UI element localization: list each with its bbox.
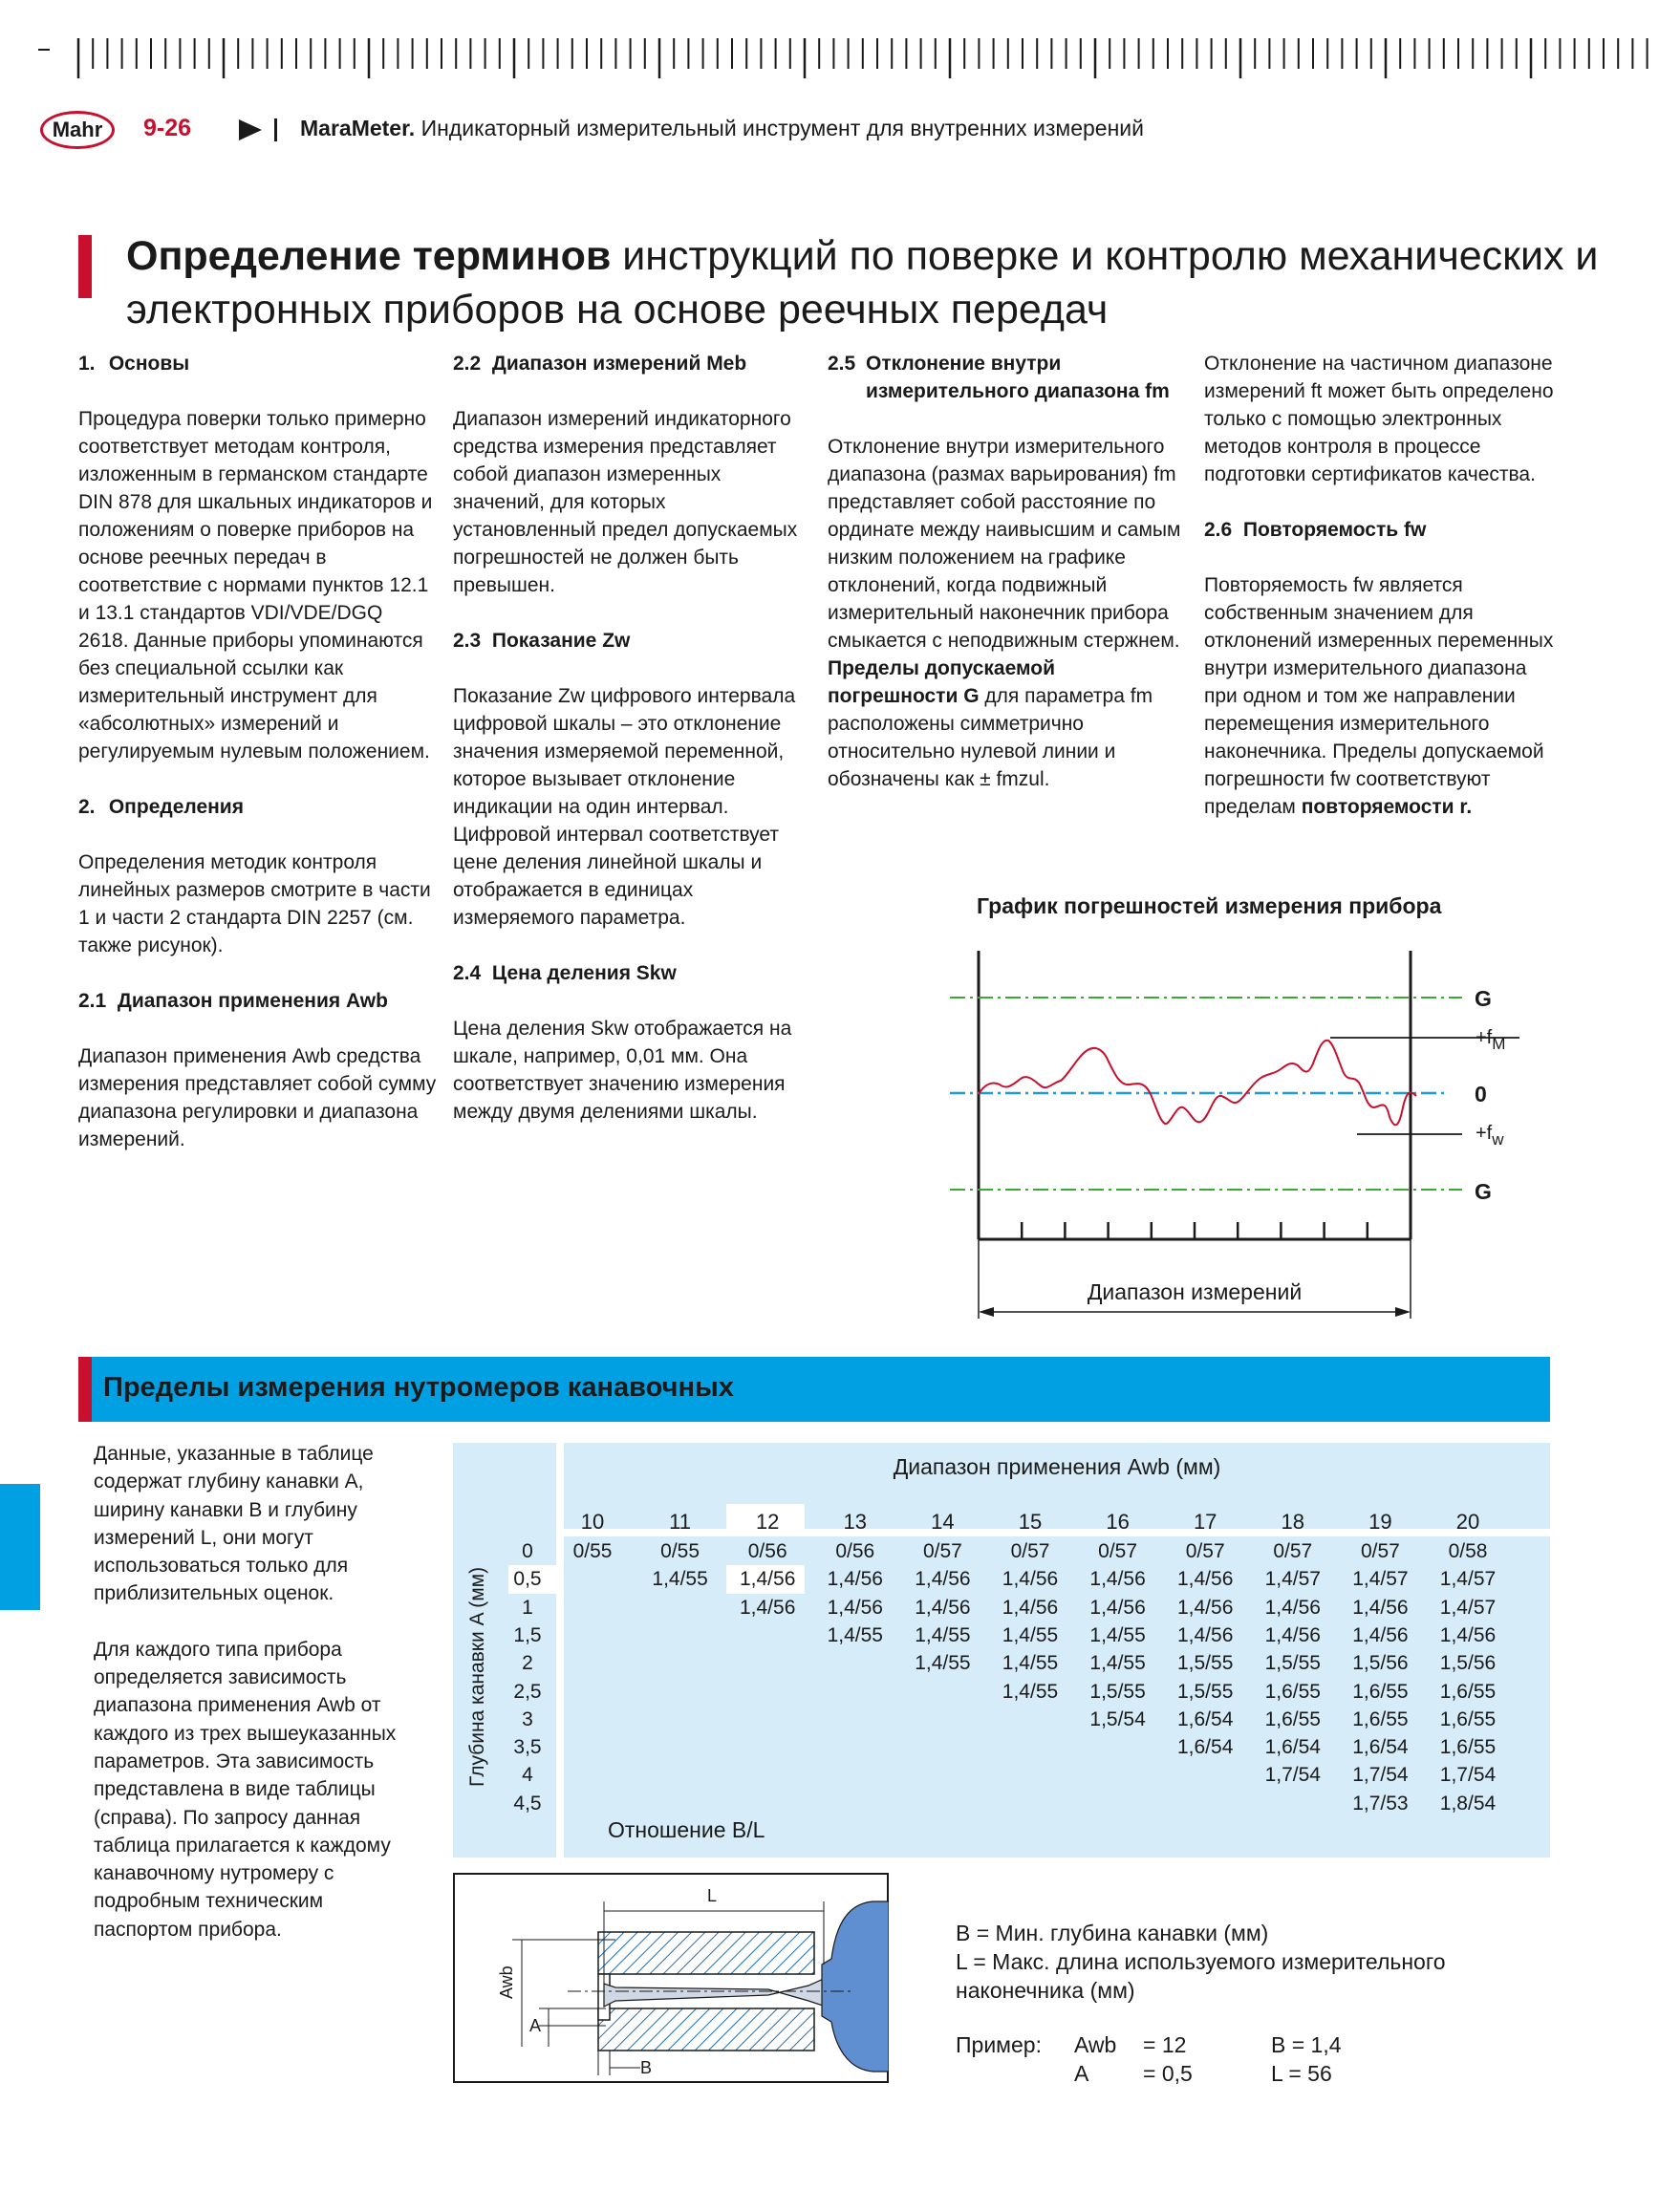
side-tab <box>0 1484 40 1610</box>
example-label: Пример: <box>956 2032 1042 2057</box>
row-label: 2 <box>522 1652 533 1675</box>
table-cell: 1,5/55 <box>1264 1652 1321 1675</box>
table-cell: 1,4/56 <box>739 1596 796 1619</box>
title-accent-bar <box>78 235 92 298</box>
table-cell: 0/57 <box>1273 1540 1313 1562</box>
row-label: 3,5 <box>513 1736 542 1759</box>
paragraph-meb: Диапазон измерений индикаторного средства измерения представляет собой диапазон измеренных значений, для которых установленный предел допускаемых погрешностей не должен быть превышен. <box>453 408 798 596</box>
table-cell: 1,5/55 <box>1176 1680 1234 1703</box>
table-cell: 1,4/57 <box>1264 1568 1321 1591</box>
section-intro <box>94 1440 419 1971</box>
section-title: Пределы измерения нутромеров канавочных <box>103 1372 734 1403</box>
table-cell: 1,4/56 <box>827 1568 883 1591</box>
column-header: 10 <box>580 1510 605 1534</box>
heading-fw: 2.6 Повторяемость fw <box>1204 519 1427 541</box>
row-label: 4,5 <box>513 1792 542 1815</box>
table-cell: 1,8/54 <box>1439 1792 1497 1815</box>
row-label: 0 <box>522 1540 533 1562</box>
table-cell: 1,4/56 <box>1264 1623 1321 1646</box>
top-ruler <box>0 0 1659 86</box>
table-cell: 1,4/56 <box>1002 1596 1059 1619</box>
paragraph-awb: Диапазон применения Awb средства измерения представляет собой сумму диапазона регулировки и диапазона измерений. <box>78 1045 437 1150</box>
dim-b-label: B <box>640 2058 653 2077</box>
text-column-2 <box>453 350 812 1153</box>
heading-awb: 2.1 Диапазон применения Awb <box>78 990 388 1012</box>
paragraph-basics: Процедура поверки только примерно соответствует методам контроля, изложенным в германском стандарте DIN 878 для шкальных индикаторов и положениям о поверке приборов на основе реечных передач в соответствие с нормами пунктов 12.1 и 13.1 стандартов VDI/VDE/DGQ 2618. Данные приборы упоминаются без специальной ссылки как измерительный инструмент для «абсолютных» измерений и регулируемым нулевым положением. <box>78 408 433 762</box>
table-cell: 0/57 <box>1010 1540 1050 1562</box>
example-keys: Awb A <box>1074 2032 1117 2086</box>
table-column-divider <box>556 1443 564 1858</box>
row-label: 0,5 <box>513 1568 542 1591</box>
column-header: 11 <box>669 1510 692 1534</box>
column-header: 16 <box>1106 1510 1130 1534</box>
table-cell: 0/57 <box>1185 1540 1225 1562</box>
table-cell: 1,5/56 <box>1439 1652 1497 1675</box>
text-column-3 <box>828 350 1187 821</box>
groove-gauge-drawing <box>453 1873 889 2083</box>
table-cell: 1,6/55 <box>1439 1680 1497 1703</box>
table-cell: 1,4/55 <box>915 1623 971 1646</box>
text-column-1 <box>78 350 438 1181</box>
paragraph-fm: Отклонение внутри измерительного диапазона (размах варьирования) fm представляет собой расстояние по ординате между наивысшим и самым низким положением на графике отклонений, когда подвижный измерительный наконечник прибора смыкается с неподвижным стержнем. Пределы допускаемой погрешности G для параметра fm расположены симметрично относительно нулевой линии и обозначены как ± fmzul. <box>828 436 1181 790</box>
table-cell: 1,4/56 <box>827 1596 883 1619</box>
text-column-4 <box>1204 350 1563 848</box>
running-header <box>300 116 1144 141</box>
column-header: 13 <box>843 1510 868 1534</box>
paragraph-fw: Повторяемость fw является собственным значением для отклонений измеренных переменных внутри измерительного диапазона при одном и том же направлении перемещения измерительного наконечника. Пределы допускаемой погрешности fw соответствуют пределам повторяемости r. <box>1204 574 1554 818</box>
table-cell: 0/58 <box>1448 1540 1488 1562</box>
label-g-bottom: G <box>1475 1179 1492 1204</box>
table-header: Диапазон применения Awb (мм) <box>893 1454 1221 1479</box>
heading-fm: 2.5 Отклонение внутри измерительного диапазона fm <box>828 353 1170 402</box>
table-cell: 1,4/55 <box>1002 1680 1059 1703</box>
table-cell: 1,6/55 <box>1439 1736 1497 1759</box>
table-cell: 1,4/55 <box>915 1652 971 1675</box>
table-cell: 1,5/55 <box>1176 1652 1234 1675</box>
paragraph-skw: Цена деления Skw отображается на шкале, например, 0,01 мм. Она соответствует значению измерения между двумя делениями шкалы. <box>453 1018 792 1123</box>
table-cell: 1,6/55 <box>1264 1707 1321 1730</box>
title-rest: инструкций по поверке и контролю механических и электронных приборов на основе реечных передач <box>126 233 1599 333</box>
label-zero: 0 <box>1475 1082 1487 1106</box>
table-cell: 1,4/56 <box>915 1568 971 1591</box>
table-cell: 1,5/54 <box>1089 1707 1146 1730</box>
legend-line-b: B = Мин. глубина канавки (мм) <box>956 1921 1269 1945</box>
range-arrow-right <box>1395 1307 1411 1317</box>
column-header: 20 <box>1455 1510 1480 1534</box>
divider-bar <box>274 118 277 141</box>
error-curve <box>979 1041 1416 1126</box>
intro-paragraph-1: Данные, указанные в таблице содержат глубину канавки A, ширину канавки B и глубину измерений L, они могут использоваться только для приблизительных оценок. <box>94 1443 374 1605</box>
table-cell: 1,4/56 <box>739 1568 796 1591</box>
table-cell: 1,4/56 <box>1439 1623 1497 1646</box>
column-header: 18 <box>1281 1510 1305 1534</box>
column-header: 15 <box>1018 1510 1043 1534</box>
table-cell: 1,4/55 <box>827 1623 883 1646</box>
page-number: 9-26 <box>143 115 192 141</box>
table-cell: 1,4/55 <box>1002 1652 1059 1675</box>
row-axis-label: Глубина канавки A (мм) <box>466 1566 488 1787</box>
page-title <box>126 229 1617 336</box>
table-cell: 1,4/55 <box>1089 1623 1146 1646</box>
label-g-top: G <box>1475 986 1492 1011</box>
table-cell: 1,5/55 <box>1089 1680 1146 1703</box>
table-cell: 1,4/57 <box>1439 1568 1497 1591</box>
table-cell: 0/57 <box>922 1540 962 1562</box>
table-cell: 1,6/55 <box>1352 1680 1409 1703</box>
table-cell: 0/57 <box>1098 1540 1138 1562</box>
x-axis-label: Диапазон измерений <box>1087 1279 1303 1304</box>
error-chart <box>917 932 1529 1333</box>
paragraph-zw: Показание Zw цифрового интервала цифровой шкалы – это отклонение значения измеряемой переменной, которое вызывает отклонение индикации на один интервал. Цифровой интервал соответствует цене деления линейной шкалы и отображается в единицах измеряемого параметра. <box>453 685 796 929</box>
logo-text: Mahr <box>52 118 103 141</box>
table-cell: 1,4/56 <box>1176 1596 1234 1619</box>
table-cell: 1,4/57 <box>1352 1568 1409 1591</box>
paragraph-definitions: Определения методик контроля линейных размеров смотрите в части 1 и части 2 стандарта DIN 2257 (см. также рисунок). <box>78 851 431 956</box>
heading-zw: 2.3 Показание Zw <box>453 630 631 652</box>
table-cell: 1,7/53 <box>1352 1792 1409 1815</box>
table-cell: 1,7/54 <box>1439 1764 1497 1787</box>
table-cell: 0/56 <box>835 1540 875 1562</box>
table-cell: 1,4/55 <box>1089 1652 1146 1675</box>
heading-meb: 2.2 Диапазон измерений Meb <box>453 353 747 375</box>
table-cell: 0/57 <box>1360 1540 1400 1562</box>
dim-l-label: L <box>707 1886 718 1905</box>
table-footer: Отношение B/L <box>608 1817 765 1842</box>
heading-basics: 1. Основы <box>78 353 190 375</box>
legend-line-l: L = Макс. длина используемого измерительного наконечника (мм) <box>956 1949 1446 2003</box>
column-header: 17 <box>1193 1510 1217 1534</box>
table-cell: 1,4/56 <box>1089 1596 1146 1619</box>
table-cell: 1,5/56 <box>1352 1652 1409 1675</box>
chart-title: График погрешностей измерения прибора <box>977 893 1442 918</box>
dim-awb-label: Awb <box>497 1965 516 1999</box>
play-arrow-icon <box>239 119 262 140</box>
header-subtitle: Индикаторный измерительный инструмент для внутренних измерений <box>420 116 1144 140</box>
table-cell: 1,7/54 <box>1352 1764 1409 1787</box>
table-cell: 1,6/55 <box>1352 1707 1409 1730</box>
table-cell: 0/55 <box>660 1540 700 1562</box>
x-axis-ticks <box>979 1222 1411 1239</box>
section-band-accent <box>78 1357 92 1422</box>
table-cell: 1,4/55 <box>652 1568 708 1591</box>
table-cell: 1,4/56 <box>1002 1568 1059 1591</box>
heading-skw: 2.4 Цена деления Skw <box>453 962 677 984</box>
table-cell: 0/55 <box>572 1540 613 1562</box>
table-cell: 1,6/54 <box>1352 1736 1409 1759</box>
example-results: B = 1,4 L = 56 <box>1271 2032 1342 2086</box>
label-fw: $+f_w$ <box>1476 1123 1504 1149</box>
range-arrow-left <box>979 1307 994 1317</box>
table-cell: 1,6/55 <box>1264 1680 1321 1703</box>
table-cell: 1,4/56 <box>915 1596 971 1619</box>
row-label: 1,5 <box>513 1623 542 1646</box>
row-label: 3 <box>522 1707 533 1730</box>
table-cell: 1,4/57 <box>1439 1596 1497 1619</box>
title-bold: Определение терминов <box>126 233 612 279</box>
row-label: 1 <box>522 1596 533 1619</box>
table-cell: 1,6/55 <box>1439 1707 1497 1730</box>
example-values: = 12 = 0,5 <box>1143 2032 1193 2086</box>
mahr-logo <box>40 111 115 149</box>
table-cell: 1,4/56 <box>1264 1596 1321 1619</box>
product-name: MaraMeter. <box>300 116 416 140</box>
table-cell: 1,7/54 <box>1264 1764 1321 1787</box>
heading-definitions: 2. Определения <box>78 796 244 818</box>
table-cell: 1,4/55 <box>1002 1623 1059 1646</box>
intro-paragraph-2: Для каждого типа прибора определяется зависимость диапазона применения Awb от каждого из трех вышеуказанных параметров. Эта зависимость представлена в виде таблицы (справа). По запросу данная таблица прилагается к каждому канавочному нутромеру с подробным техническим паспортом прибора. <box>94 1638 397 1941</box>
table-cell: 0/56 <box>747 1540 787 1562</box>
table-cell: 1,6/54 <box>1176 1707 1234 1730</box>
dim-a-label: A <box>529 2016 542 2035</box>
column-header: 12 <box>755 1510 780 1534</box>
row-label: 2,5 <box>513 1680 542 1703</box>
paragraph-ft: Отклонение на частичном диапазоне измерений ft может быть определено только с помощью электронных методов контроля в процессе подготовки сертификатов качества. <box>1204 353 1554 485</box>
table-cell: 1,6/54 <box>1264 1736 1321 1759</box>
table-cell: 1,4/56 <box>1352 1596 1409 1619</box>
workpiece-bottom <box>598 2008 814 2051</box>
column-header: 14 <box>931 1510 955 1534</box>
drawing-legend <box>956 1919 1567 2005</box>
workpiece-top <box>598 1932 814 1974</box>
table-cell: 1,4/56 <box>1352 1623 1409 1646</box>
row-label: 4 <box>522 1764 533 1787</box>
column-header: 19 <box>1368 1510 1392 1534</box>
label-fm: $+f_M$ <box>1476 1027 1506 1053</box>
table-cell: 1,4/56 <box>1176 1623 1234 1646</box>
table-cell: 1,4/56 <box>1176 1568 1234 1591</box>
table-cell: 1,6/54 <box>1176 1736 1234 1759</box>
table-cell: 1,4/56 <box>1089 1568 1146 1591</box>
